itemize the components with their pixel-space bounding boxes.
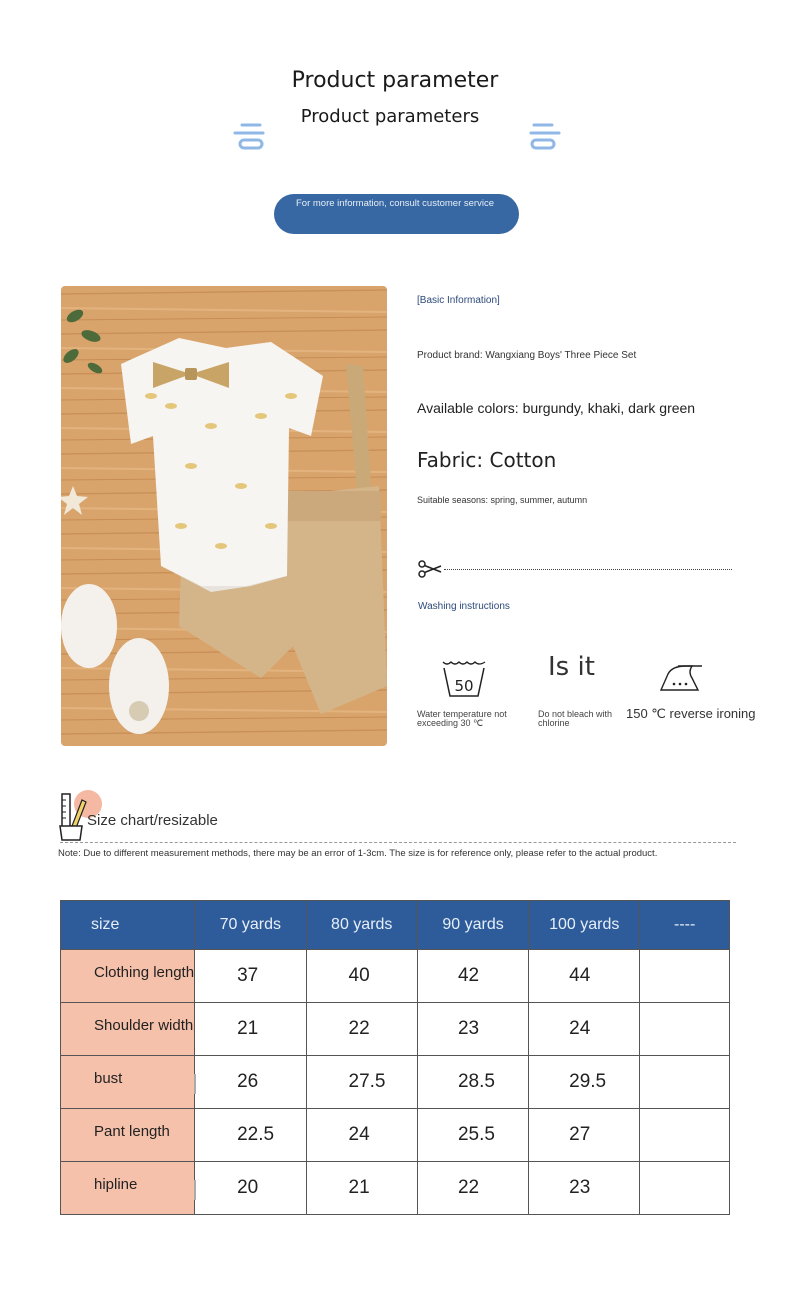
table-cell bbox=[640, 1056, 730, 1109]
decorative-lines-icon bbox=[232, 120, 266, 152]
consult-customer-service-button[interactable]: For more information, consult customer service bbox=[274, 194, 519, 234]
table-cell: 25.5 bbox=[417, 1109, 528, 1162]
suitable-seasons: Suitable seasons: spring, summer, autumn bbox=[417, 495, 588, 505]
available-colors: Available colors: burgundy, khaki, dark green bbox=[417, 400, 696, 416]
table-cell bbox=[640, 1003, 730, 1056]
table-row bbox=[61, 950, 730, 1003]
header-cell: 100 yards bbox=[529, 901, 640, 950]
table-cell: 40 bbox=[306, 950, 417, 1003]
size-table bbox=[60, 900, 730, 1215]
table-cell bbox=[640, 1109, 730, 1162]
row-label bbox=[61, 1003, 195, 1056]
table-cell bbox=[640, 1162, 730, 1215]
row-label bbox=[61, 950, 195, 1003]
size-chart-title: Size chart/resizable bbox=[87, 812, 218, 829]
scissors-icon bbox=[418, 560, 442, 578]
row-label-text: hipline bbox=[94, 1176, 138, 1193]
wash-tub-number: 50 bbox=[454, 677, 474, 695]
fabric: Fabric: Cotton bbox=[417, 448, 557, 472]
row-label bbox=[61, 1056, 195, 1109]
size-chart-divider bbox=[60, 842, 736, 843]
product-photo bbox=[61, 286, 387, 746]
header-cell: 80 yards bbox=[306, 901, 417, 950]
table-row bbox=[61, 1056, 730, 1109]
table-cell: 27.5 bbox=[306, 1056, 417, 1109]
row-label bbox=[61, 1162, 195, 1215]
wash-tub-icon bbox=[441, 660, 487, 698]
table-cell: 20 bbox=[195, 1162, 306, 1215]
product-brand: Product brand: Wangxiang Boys' Three Piece Set bbox=[417, 350, 637, 361]
table-cell: 22 bbox=[417, 1162, 528, 1215]
table-cell: 27 bbox=[529, 1109, 640, 1162]
table-cell: 26 bbox=[195, 1056, 306, 1109]
header-cell: size bbox=[61, 901, 195, 950]
table-cell: 28.5 bbox=[417, 1056, 528, 1109]
table-cell: 22 bbox=[306, 1003, 417, 1056]
size-chart-note: Note: Due to different measurement methods, there may be an error of 1-3cm. The size is for reference only, please refer to the actual product. bbox=[58, 848, 658, 859]
header-cell: ---- bbox=[640, 901, 730, 950]
table-cell: 23 bbox=[529, 1162, 640, 1215]
table-cell: 24 bbox=[529, 1003, 640, 1056]
divider bbox=[418, 560, 732, 578]
table-cell: 23 bbox=[417, 1003, 528, 1056]
basic-info-heading: [Basic Information] bbox=[417, 295, 500, 306]
table-row bbox=[61, 1162, 730, 1215]
row-label-text: bust bbox=[94, 1070, 123, 1087]
row-label-text: Clothing length bbox=[94, 964, 195, 981]
table-row bbox=[61, 1109, 730, 1162]
page-title: Product parameter bbox=[291, 68, 499, 93]
ironing-label: 150 ℃ reverse ironing bbox=[626, 706, 756, 721]
bleach-icon: Is it bbox=[548, 652, 595, 682]
table-cell: 44 bbox=[529, 950, 640, 1003]
row-label-text: Pant length bbox=[94, 1123, 170, 1140]
no-bleach-label: Do not bleach with chlorine bbox=[538, 709, 613, 728]
header-cell: 90 yards bbox=[417, 901, 528, 950]
iron-icon bbox=[658, 660, 704, 696]
header-cell: 70 yards bbox=[195, 901, 306, 950]
table-cell: 29.5 bbox=[529, 1056, 640, 1109]
water-temperature-label: Water temperature not exceeding 30 ℃ bbox=[417, 709, 507, 728]
table-cell: 21 bbox=[306, 1162, 417, 1215]
decorative-lines-icon bbox=[528, 120, 562, 152]
table-header-row bbox=[61, 901, 730, 950]
row-label bbox=[61, 1109, 195, 1162]
table-cell bbox=[640, 950, 730, 1003]
table-cell: 22.5 bbox=[195, 1109, 306, 1162]
table-cell: 37 bbox=[195, 950, 306, 1003]
table-cell: 42 bbox=[417, 950, 528, 1003]
table-cell: 21 bbox=[195, 1003, 306, 1056]
table-cell: 24 bbox=[306, 1109, 417, 1162]
page-subtitle: Product parameters bbox=[300, 106, 480, 127]
table-row bbox=[61, 1003, 730, 1056]
row-label-text: Shoulder width bbox=[94, 1017, 194, 1034]
washing-instructions-heading: Washing instructions bbox=[418, 601, 510, 612]
